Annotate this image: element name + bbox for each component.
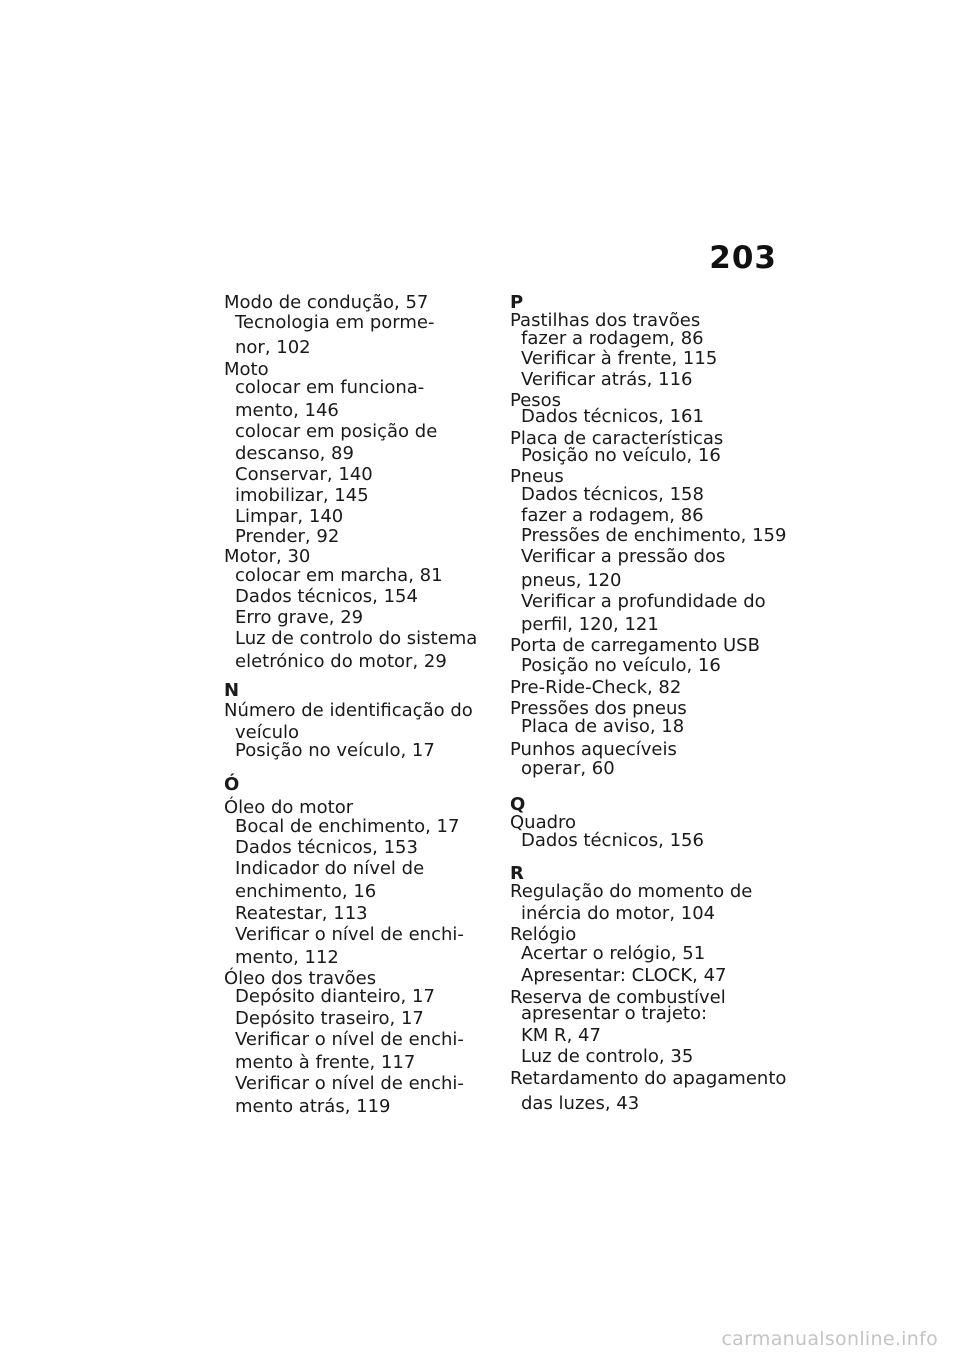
index-subentry: KM R, 47 bbox=[521, 1025, 601, 1046]
index-entry: Relógio bbox=[510, 924, 577, 945]
index-entry: Motor, 30 bbox=[224, 546, 311, 567]
index-subentry: Erro grave, 29 bbox=[235, 607, 364, 628]
index-entry: Pastilhas dos travões bbox=[510, 310, 701, 331]
index-subentry: Reatestar, 113 bbox=[235, 903, 368, 924]
index-subentry: descanso, 89 bbox=[235, 443, 354, 464]
index-subentry: Placa de aviso, 18 bbox=[521, 716, 685, 737]
index-subentry: Posição no veículo, 16 bbox=[521, 445, 721, 466]
index-subentry: Pressões de enchimento, 159 bbox=[521, 525, 787, 546]
index-subentry: fazer a rodagem, 86 bbox=[521, 328, 704, 349]
index-subentry: colocar em posição de bbox=[235, 421, 438, 442]
index-entry: Retardamento do apagamento bbox=[510, 1068, 787, 1089]
index-subentry: inércia do motor, 104 bbox=[521, 903, 716, 924]
index-entry: Pre-Ride-Check, 82 bbox=[510, 677, 682, 698]
index-subentry: Apresentar: CLOCK, 47 bbox=[521, 965, 727, 986]
index-subentry: Posição no veículo, 17 bbox=[235, 740, 435, 761]
index-subentry: colocar em marcha, 81 bbox=[235, 565, 443, 586]
index-subentry: nor, 102 bbox=[235, 337, 311, 358]
index-subentry: mento, 112 bbox=[235, 947, 339, 968]
index-subentry: mento, 146 bbox=[235, 400, 339, 421]
index-subentry: operar, 60 bbox=[521, 758, 615, 779]
index-subentry: Verificar atrás, 116 bbox=[521, 369, 693, 390]
watermark: carmanualsonline.info bbox=[721, 1328, 938, 1350]
index-entry: Punhos aquecíveis bbox=[510, 739, 677, 760]
index-entry: Moto bbox=[224, 359, 269, 380]
index-subentry: Verificar o nível de enchi- bbox=[235, 1029, 464, 1050]
index-subentry: imobilizar, 145 bbox=[235, 485, 369, 506]
index-subentry: eletrónico do motor, 29 bbox=[235, 651, 447, 672]
index-subentry: Bocal de enchimento, 17 bbox=[235, 816, 460, 837]
index-subentry: pneus, 120 bbox=[521, 570, 622, 591]
index-letter-heading: N bbox=[224, 680, 240, 701]
index-subentry: Verificar à frente, 115 bbox=[521, 348, 718, 369]
index-entry: Número de identificação do bbox=[224, 700, 473, 721]
index-subentry: perfil, 120, 121 bbox=[521, 614, 659, 635]
index-subentry: Verificar o nível de enchi- bbox=[235, 1073, 464, 1094]
index-subentry: colocar em funciona- bbox=[235, 377, 425, 398]
index-subentry: Verificar a pressão dos bbox=[521, 546, 726, 567]
index-entry: Placa de características bbox=[510, 428, 724, 449]
index-subentry: enchimento, 16 bbox=[235, 881, 377, 902]
index-subentry: Dados técnicos, 158 bbox=[521, 484, 704, 505]
index-letter-heading: Ó bbox=[224, 774, 240, 795]
index-subentry: Verificar a profundidade do bbox=[521, 591, 766, 612]
index-subentry: Indicador do nível de bbox=[235, 858, 425, 879]
index-subentry: Dados técnicos, 153 bbox=[235, 837, 418, 858]
index-subentry: Luz de controlo do sistema bbox=[235, 628, 478, 649]
index-letter-heading: P bbox=[510, 292, 524, 313]
index-entry: Reserva de combustível bbox=[510, 987, 726, 1008]
index-entry: Quadro bbox=[510, 812, 577, 833]
index-subentry: Verificar o nível de enchi- bbox=[235, 924, 464, 945]
index-subentry: Dados técnicos, 154 bbox=[235, 586, 418, 607]
index-entry: Pesos bbox=[510, 390, 562, 411]
index-subentry: Depósito traseiro, 17 bbox=[235, 1008, 424, 1029]
index-subentry: Limpar, 140 bbox=[235, 506, 344, 527]
index-entry: Regulação do momento de bbox=[510, 881, 753, 902]
index-entry: Porta de carregamento USB bbox=[510, 635, 760, 656]
index-entry: Modo de condução, 57 bbox=[224, 292, 429, 313]
index-subentry: Acertar o relógio, 51 bbox=[521, 943, 706, 964]
index-subentry: mento atrás, 119 bbox=[235, 1096, 391, 1117]
index-subentry: das luzes, 43 bbox=[521, 1093, 640, 1114]
index-subentry: veículo bbox=[235, 722, 300, 743]
index-entry: Pressões dos pneus bbox=[510, 698, 687, 719]
index-subentry: fazer a rodagem, 86 bbox=[521, 505, 704, 526]
page-number: 203 bbox=[709, 240, 777, 276]
index-subentry: Depósito dianteiro, 17 bbox=[235, 986, 435, 1007]
index-subentry: Conservar, 140 bbox=[235, 464, 373, 485]
index-subentry: mento à frente, 117 bbox=[235, 1052, 416, 1073]
index-letter-heading: R bbox=[510, 863, 524, 884]
index-entry: Pneus bbox=[510, 466, 564, 487]
index-subentry: Dados técnicos, 161 bbox=[521, 406, 704, 427]
index-entry: Óleo dos travões bbox=[224, 968, 377, 989]
index-subentry: Posição no veículo, 16 bbox=[521, 655, 721, 676]
index-subentry: Prender, 92 bbox=[235, 526, 340, 547]
index-subentry: Luz de controlo, 35 bbox=[521, 1046, 694, 1067]
index-subentry: Tecnologia em porme- bbox=[235, 312, 435, 333]
index-subentry: apresentar o trajeto: bbox=[521, 1003, 708, 1024]
index-subentry: Dados técnicos, 156 bbox=[521, 830, 704, 851]
index-entry: Óleo do motor bbox=[224, 797, 354, 818]
index-letter-heading: Q bbox=[510, 794, 526, 815]
